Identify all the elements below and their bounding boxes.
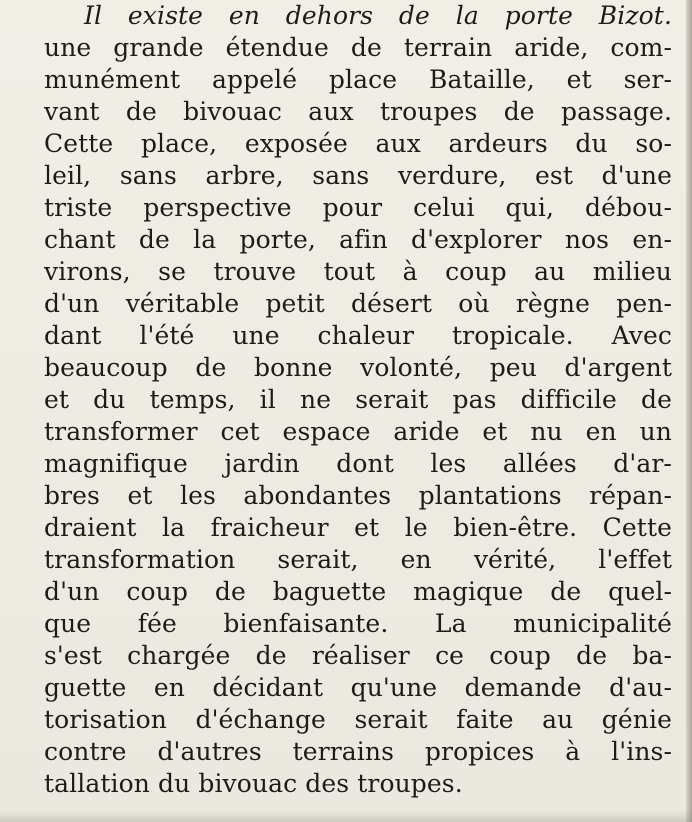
- article-line: transformer cet espace aride et nu en un: [44, 417, 672, 446]
- article-line: triste perspective pour celui qui, débou-: [44, 193, 672, 222]
- article-line: d'un véritable petit désert où règne pen-: [44, 289, 672, 318]
- article-line: s'est chargée de réaliser ce coup de ba-: [44, 641, 672, 670]
- article-line: beaucoup de bonne volonté, peu d'argent: [44, 353, 672, 382]
- article-line: munément appelé place Bataille, et ser-: [44, 65, 672, 94]
- article-line: chant de la porte, afin d'explorer nos en-: [44, 225, 672, 254]
- scan-edge-shadow: [0, 810, 692, 822]
- article-line: Cette place, exposée aux ardeurs du so-: [44, 129, 672, 158]
- article-line: que fée bienfaisante. La municipalité: [44, 609, 672, 638]
- article-line: transformation serait, en vérité, l'effet: [44, 545, 672, 574]
- article-line: contre d'autres terrains propices à l'ins-: [44, 737, 672, 766]
- article-line: d'un coup de baguette magique de quel-: [44, 577, 672, 606]
- article-line: Il existe en dehors de la porte Bizot.: [84, 1, 672, 30]
- article-column: [44, 0, 692, 800]
- article-line: et du temps, il ne serait pas difficile de: [44, 385, 672, 414]
- article-line: torisation d'échange serait faite au génie: [44, 705, 672, 734]
- article-line: dant l'été une chaleur tropicale. Avec: [44, 321, 672, 350]
- article-line: magnifique jardin dont les allées d'ar-: [44, 449, 672, 478]
- article-line: bres et les abondantes plantations répan-: [44, 481, 672, 510]
- column-edge-rule: [686, 0, 692, 822]
- article-line: guette en décidant qu'une demande d'au-: [44, 673, 672, 702]
- article-line: leil, sans arbre, sans verdure, est d'une: [44, 161, 672, 190]
- article-line: draient la fraicheur et le bien-être. Cette: [44, 513, 672, 542]
- article-line: une grande étendue de terrain aride, com-: [44, 33, 672, 62]
- article-line: virons, se trouve tout à coup au milieu: [44, 257, 672, 286]
- article-line: tallation du bivouac des troupes.: [44, 769, 463, 798]
- article-line: vant de bivouac aux troupes de passage.: [44, 97, 672, 126]
